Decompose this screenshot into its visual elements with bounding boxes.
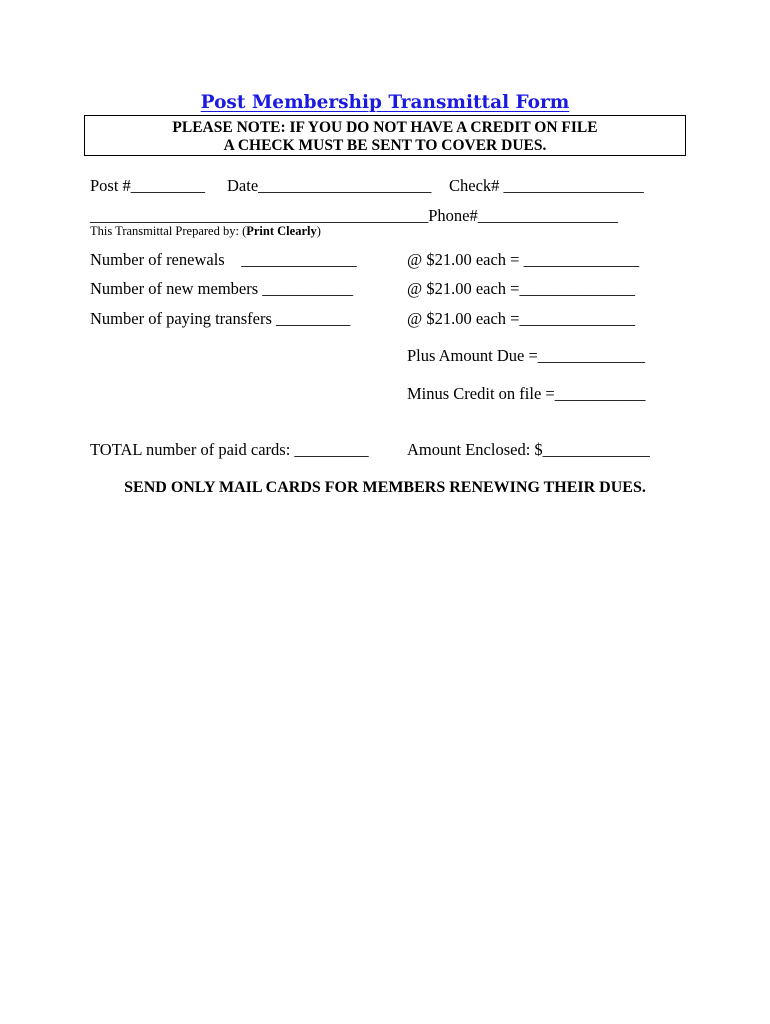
prepared-by-label [90,224,321,239]
amount-enclosed-field[interactable]: Amount Enclosed: $_____________ [407,440,650,459]
notice-line-1: PLEASE NOTE: IF YOU DO NOT HAVE A CREDIT ON FILE [172,119,598,136]
transfers-amount-field[interactable]: @ $21.00 each =______________ [407,309,635,328]
post-number-field[interactable]: Post #_________ [90,176,206,195]
total-paid-cards-field[interactable]: TOTAL number of paid cards: _________ [90,440,369,459]
prepared-by-emphasis: Print Clearly [246,224,317,238]
plus-amount-due-field[interactable]: Plus Amount Due =_____________ [407,346,646,365]
notice-box [84,115,686,156]
new-members-field[interactable]: Number of new members ___________ [90,279,354,298]
name-phone-field[interactable]: _________________________________________Phone#_________________ [90,206,618,225]
minus-credit-field[interactable]: Minus Credit on file =___________ [407,384,646,403]
check-number-field[interactable]: Check# _________________ [449,176,644,195]
transfers-field[interactable]: Number of paying transfers _________ [90,309,351,328]
new-members-amount-field[interactable]: @ $21.00 each =______________ [407,279,635,298]
footer-note: SEND ONLY MAIL CARDS FOR MEMBERS RENEWING THEIR DUES. [124,479,646,496]
renewals-amount-field[interactable]: @ $21.00 each = ______________ [407,250,640,269]
renewals-field[interactable]: Number of renewals ______________ [90,250,357,269]
prepared-by-suffix: ) [316,224,321,238]
notice-line-2: A CHECK MUST BE SENT TO COVER DUES. [223,137,547,154]
date-field[interactable]: Date_____________________ [227,176,432,195]
form-title: Post Membership Transmittal Form [200,92,570,113]
prepared-by-prefix: This Transmittal Prepared by: ( [90,224,247,238]
